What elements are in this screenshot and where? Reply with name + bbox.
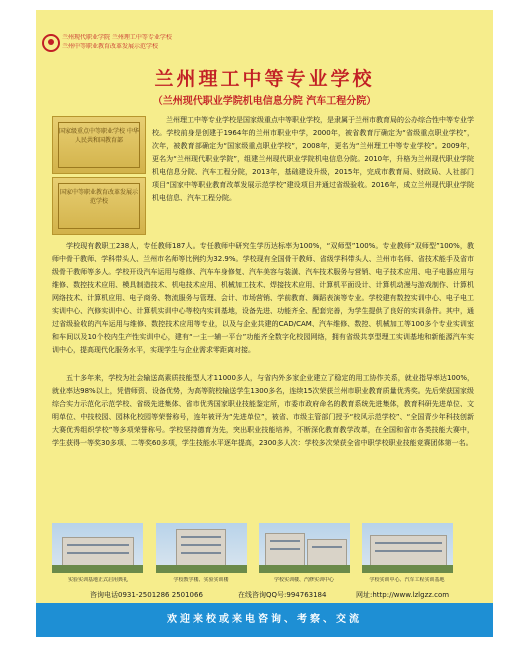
photo-caption: 学校教学楼、实验实训楼: [173, 577, 229, 583]
school-logo-icon: [42, 34, 60, 52]
page-subtitle: （兰州现代职业学院机电信息分院 汽车工程分院）: [152, 96, 377, 107]
award-plaque-text: 国家级重点中等职业学校 中华人民共和国教育部: [58, 122, 140, 168]
photo-caption: 学校实训中心、汽车工程实训基地: [369, 577, 445, 583]
paragraph-text: 兰州理工中等专业学校是国家级重点中等职业学校，是隶属于兰州市教育局的公办综合性中等专业学校。学校前身是创建于1964年的兰州市职业中学，2000年，被省教育厅确定为“省级重点职业学校”，次年，被教育部确定为“国家级重点职业学校”，2008年，更名为“兰州理工中等专业学校”。2009年，更名为“兰州现代职业学院”，组建兰州现代职业学院机电信息分院。2010年，升格为兰州现代职业学院机电信息分院、汽车工程分院，2013年，基础建设升级，2015年，完成市教育局、财政局、人社部门项目“国家中等职业教育改革发展示范学校”建设项目并通过省级验收。2016年，成立兰州现代职业学院机电信息、汽车工程分院。: [152, 116, 474, 202]
contact-website: 网址:http://www.lzlgzz.com: [356, 591, 450, 599]
header-logo-line-1: 兰州现代职业学院 兰州理工中等专业学校: [62, 34, 172, 41]
photo-caption: 实验实训基地正式启用典礼: [67, 577, 128, 583]
page-title: 兰州理工中等专业学校: [154, 68, 375, 90]
achievements-paragraph: [52, 372, 474, 515]
intro-paragraph: [152, 114, 474, 240]
award-plaque-text: 国家中等职业教育改革发展示范学校: [58, 183, 140, 229]
paragraph-text: 学校现有教职工238人，专任教师187人。专任教师中研究生学历达标率为100%，“双师型”100%。专业教师“双师型”100%，教师中骨干教师、学科带头人、兰州市名师等比例约为32.9%。学校现有全国骨干教师、省级学科带头人、兰州市名师、省技术能手及省市级骨干教师等多人。学校开设汽车运用与维修、汽车车身修复、汽车美容与装潢、汽车技术服务与营销、电子技术应用、电子电器应用与维修、数控技术应用、模具制造技术、机电技术应用、机械加工技术、焊接技术应用、计算机平面设计、计算机动漫与游戏制作、计算机网络技术、计算机应用、电子商务、物流服务与管理、会计、市场营销、学前教育、舞蹈表演等专业。学校建有数控实训中心、电子电工实训中心、汽修实训中心、计算机实训中心等校内实训基地，设备先进、功能齐全、配套完善，为学生提供了良好的实训条件。其中，通过省级验收的汽车运用与维修、数控技术应用等专业，以及与企业共建的CAD/CAM、汽车维修、数控、机械加工等100多个专业实训室和车间以及10个校内生产性实训中心，建有“一主一辅一平台”功能齐全数字化校园网络，拥有省级共享型理工实训基地和新能源汽车实训中心，提高现代化服务水平，实现学生与企业需求零距离对接。: [52, 242, 474, 354]
staff-paragraph: [52, 240, 474, 370]
paragraph-text: 五十多年来，学校为社会输送高素质技能型人才11000多人，与省内外多家企业建立了稳定的用工协作关系，就业指导率达100%，就业率达98%以上，凭借师资、设备优势，为高等院校输送学生1300多名，连续15次荣获兰州市职业教育质量优秀奖。先后荣获国家级综合实力示范化示范学校、省级先进集体、省市优秀国家职业技能鉴定所，市委市政府命名的教育系统先进集体，教育科研先进单位、文明单位、中技校园、园林化校园等荣誉称号，连年被评为“先进单位”，被省、市级主管部门授予“校风示范学校”、“全国青少年科技创新大赛优秀组织学校”等多项荣誉称号。学校坚持德育为先，突出职业技能培养，不断深化教育教学改革，在全国和省市各类技能大赛中，学生获得一等奖30多项、二等奖60多项，学生技能水平逐年提高，2300多人次：学校多次荣获全省中职学校职业技能竞赛团体第一名。: [52, 374, 474, 447]
award-plaque: [52, 177, 146, 235]
contact-phone: 咨询电话0931-2501286 2501066: [90, 591, 203, 599]
header-logo-line-2: 兰州中等职业教育改革发展示范学校: [62, 43, 159, 50]
award-plaque: [52, 116, 146, 174]
campus-photo: [52, 523, 143, 573]
footer-banner: [36, 603, 493, 637]
campus-photo: [259, 523, 350, 573]
footer-slogan: 欢迎来校或来电咨询、考察、交流: [167, 614, 362, 625]
campus-photo: [362, 523, 453, 573]
campus-photo: [156, 523, 247, 573]
photo-caption: 学校实训楼、汽修实训中心: [273, 577, 334, 583]
contact-qq: 在线咨询QQ号:994763184: [238, 591, 327, 599]
